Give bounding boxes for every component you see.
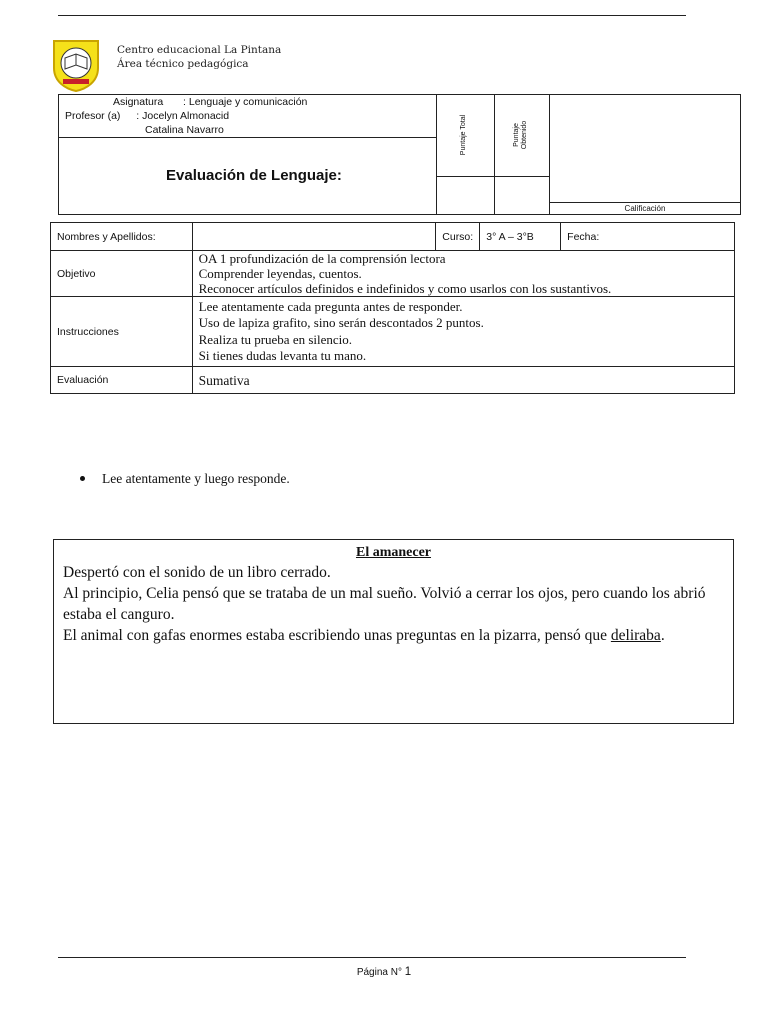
footer-rule xyxy=(58,957,686,958)
puntaje-obtenido-label: Puntaje Obtenido xyxy=(513,120,528,150)
curso-label: Curso: xyxy=(436,223,480,251)
school-name: Centro educacional La Pintana xyxy=(117,44,282,56)
profesor-label: Profesor (a) xyxy=(65,110,121,122)
bullet-icon xyxy=(80,476,85,481)
instrucciones-text: Lee atentamente cada pregunta antes de responder. Uso de lapiza grafito, sino serán descontados 2 puntos. Realiza tu prueba en silencio. Si tienes dudas levanta tu mano. xyxy=(192,297,734,367)
evaluation-title: Evaluación de Lenguaje: xyxy=(166,167,342,184)
school-area: Área técnico pedagógica xyxy=(117,58,249,70)
fecha-label: Fecha: xyxy=(567,230,600,243)
page-number: 1 xyxy=(404,966,412,978)
instruction-bullet xyxy=(80,471,290,487)
asignatura-label: Asignatura xyxy=(113,96,164,108)
underlined-word: deliraba xyxy=(610,627,661,644)
asignatura-row xyxy=(113,96,307,108)
story-line: El animal con gafas enormes estaba escribiendo unas preguntas en la pizarra, pensó que deliraba. xyxy=(63,627,665,644)
evaluacion-value: Sumativa xyxy=(192,367,734,394)
calificacion-label: Calificación xyxy=(624,204,666,213)
curso-value: 3° A – 3°B xyxy=(480,223,561,251)
objetivo-label: Objetivo xyxy=(51,251,193,297)
story-line: Al principio, Celia pensó que se trataba de un mal sueño. Volvió a cerrar los ojos, pero cuando los abrió estaba el canguro. xyxy=(63,585,706,623)
student-info-table xyxy=(50,222,735,394)
school-logo xyxy=(50,38,102,92)
nombres-field[interactable] xyxy=(192,223,436,251)
table-row xyxy=(51,223,735,251)
profesor-value: : Jocelyn Almonacid xyxy=(136,110,230,122)
evaluacion-label: Evaluación xyxy=(51,367,193,394)
story-title: El amanecer xyxy=(355,545,432,560)
profesor-second: Catalina Navarro xyxy=(145,124,224,136)
header-box xyxy=(58,94,741,215)
asignatura-value: : Lenguaje y comunicación xyxy=(183,96,308,108)
fecha-field[interactable] xyxy=(561,223,735,251)
table-row xyxy=(51,251,735,297)
story-box xyxy=(53,539,734,724)
puntaje-total-label: Puntaje Total xyxy=(460,114,467,156)
top-rule xyxy=(58,15,686,16)
profesor-row xyxy=(65,110,229,122)
nombres-label: Nombres y Apellidos: xyxy=(51,223,193,251)
table-row xyxy=(51,367,735,394)
table-row xyxy=(51,297,735,367)
story-line: Despertó con el sonido de un libro cerrado. xyxy=(63,564,331,581)
instruction-text: Lee atentamente y luego responde. xyxy=(102,471,290,486)
page-footer xyxy=(0,966,768,978)
instrucciones-label: Instrucciones xyxy=(51,297,193,367)
page-label: Página N° xyxy=(356,967,402,978)
school-heading xyxy=(117,43,281,71)
objetivo-text: OA 1 profundización de la comprensión lectora Comprender leyendas, cuentos. Reconocer artículos definidos e indefinidos y como usarlos con los sustantivos. xyxy=(192,251,734,297)
